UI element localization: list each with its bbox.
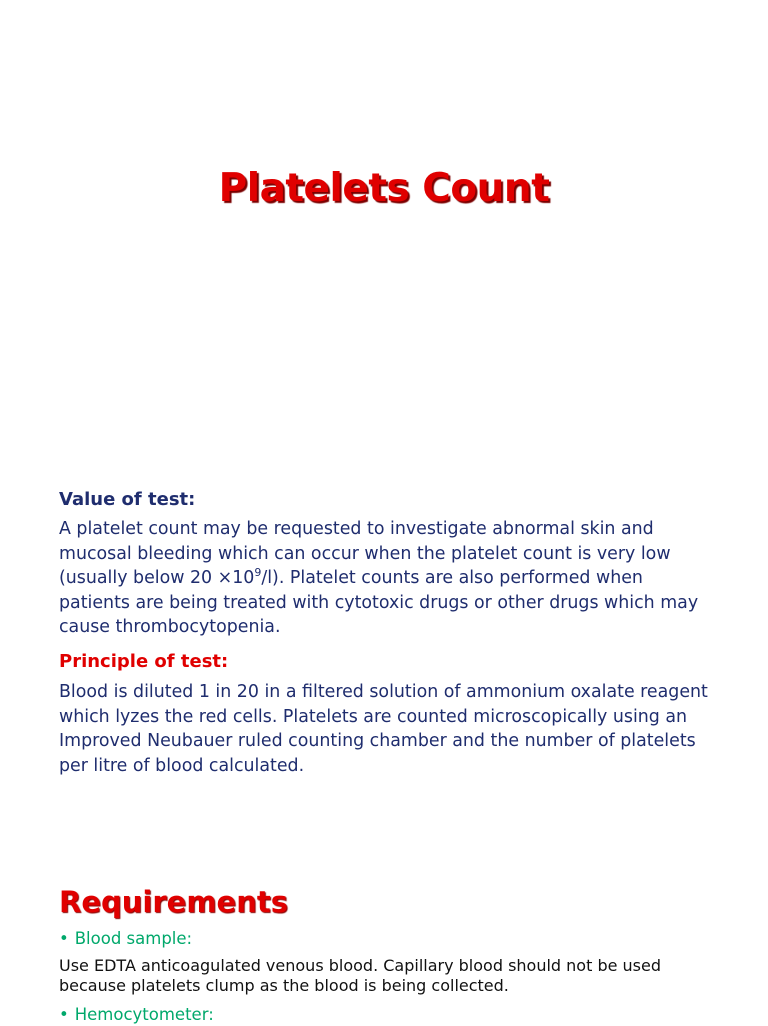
requirements-heading: Requirements — [59, 885, 288, 919]
value-of-test-text-1: A platelet count may be requested to investigate abnormal skin and mucosal bleeding which can occur when the platelet count is very low (usually below 20 ×10 — [59, 519, 671, 588]
value-of-test-body — [59, 517, 719, 640]
bullet-icon: • — [59, 1005, 69, 1024]
blood-sample-label: Blood sample: — [74, 929, 193, 948]
principle-of-test-section — [59, 650, 719, 778]
principle-of-test-body: Blood is diluted 1 in 20 in a filtered solution of ammonium oxalate reagent which lyzes the red cells. Platelets are counted microscopically using an Improved Neubauer ruled counting chamber and the number of platelets per litre of blood calculated. — [59, 682, 708, 776]
principle-of-test-heading: Principle of test: — [59, 651, 229, 672]
exponent-superscript: 9 — [254, 566, 262, 580]
requirements-list — [59, 928, 719, 1026]
value-of-test-section — [59, 488, 719, 640]
bullet-icon: • — [59, 929, 69, 948]
page-title: Platelets Count — [218, 166, 550, 211]
value-of-test-text-2: /l). Platelet counts are also performed when patients are being treated with cytotoxic drugs or other drugs which may cause thrombocytopenia. — [59, 568, 699, 637]
hemocytometer-label: Hemocytometer: — [74, 1005, 214, 1024]
list-item-hemocytometer — [59, 1004, 719, 1026]
blood-sample-text: Use EDTA anticoagulated venous blood. Capillary blood should not be used because platelets clump as the blood is being collected. — [59, 956, 662, 995]
value-of-test-heading: Value of test: — [59, 489, 196, 510]
list-item-blood-sample — [59, 928, 719, 950]
